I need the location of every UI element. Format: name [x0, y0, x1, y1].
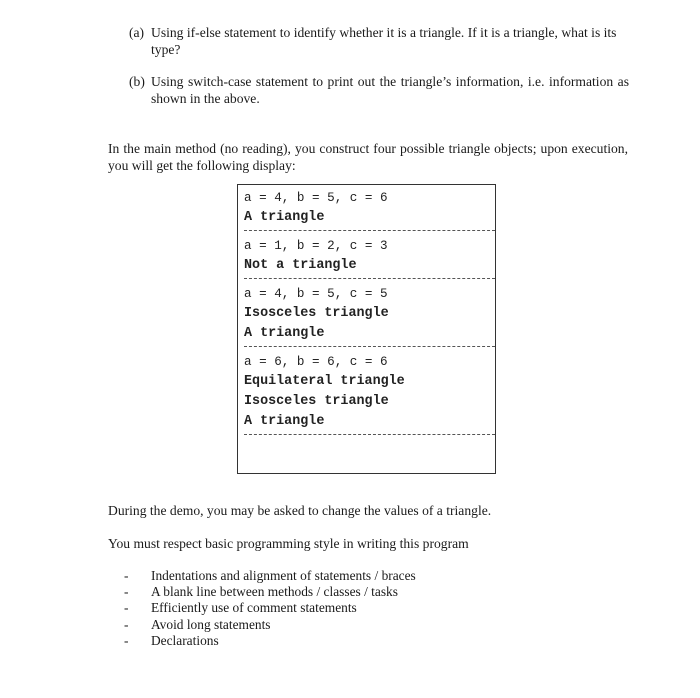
console-block — [238, 281, 495, 344]
console-message-line: Isosceles triangle — [244, 394, 389, 409]
bullet-dash: - — [124, 600, 129, 616]
demo-note: During the demo, you may be asked to change the values of a triangle. — [108, 503, 492, 518]
item-b-label: (b) — [129, 74, 145, 89]
item-b — [129, 73, 629, 107]
item-a-label: (a) — [129, 25, 145, 40]
list-item — [124, 584, 524, 600]
console-message-line: A triangle — [244, 414, 325, 429]
bullet-dash: - — [124, 584, 129, 600]
bullet-dash: - — [124, 632, 129, 648]
item-a — [129, 24, 629, 58]
console-block — [238, 349, 495, 432]
list-item — [124, 617, 524, 633]
console-message-line: Isosceles triangle — [244, 306, 389, 321]
bullet-dash: - — [124, 568, 129, 583]
item-b-text: Using switch-case statement to print out the triangle’s information, i.e. information as shown in the above. — [151, 74, 629, 106]
intro-paragraph: In the main method (no reading), you construct four possible triangle objects; upon execution, you will get the following display: — [108, 141, 628, 173]
console-message-line: Equilateral triangle — [244, 374, 405, 389]
console-values-line: a = 1, b = 2, c = 3 — [244, 239, 388, 253]
list-item-text: Declarations — [151, 632, 219, 648]
list-item — [124, 633, 524, 649]
console-message-line: A triangle — [244, 210, 325, 225]
dashed-separator — [244, 278, 495, 279]
dashed-separator — [244, 230, 495, 231]
console-block — [238, 185, 495, 228]
console-message-line: Not a triangle — [244, 258, 357, 273]
list-item-text: Indentations and alignment of statements / braces — [151, 568, 416, 583]
console-values-line: a = 4, b = 5, c = 5 — [244, 287, 388, 301]
list-item — [124, 600, 524, 616]
style-rules-list — [124, 568, 524, 649]
list-item — [124, 568, 524, 584]
list-item-text: A blank line between methods / classes / tasks — [151, 584, 398, 600]
dashed-separator — [244, 346, 495, 347]
console-output-box — [237, 184, 496, 474]
list-item-text: Efficiently use of comment statements — [151, 600, 357, 616]
dashed-separator — [244, 434, 495, 435]
bullet-dash: - — [124, 616, 129, 632]
console-values-line: a = 4, b = 5, c = 6 — [244, 191, 388, 205]
item-a-text: Using if-else statement to identify whether it is a triangle. If it is a triangle, what is its type? — [151, 25, 617, 57]
style-note: You must respect basic programming style in writing this program — [108, 536, 469, 551]
console-values-line: a = 6, b = 6, c = 6 — [244, 355, 388, 369]
console-message-line: A triangle — [244, 326, 325, 341]
list-item-text: Avoid long statements — [151, 616, 271, 632]
console-block — [238, 233, 495, 276]
